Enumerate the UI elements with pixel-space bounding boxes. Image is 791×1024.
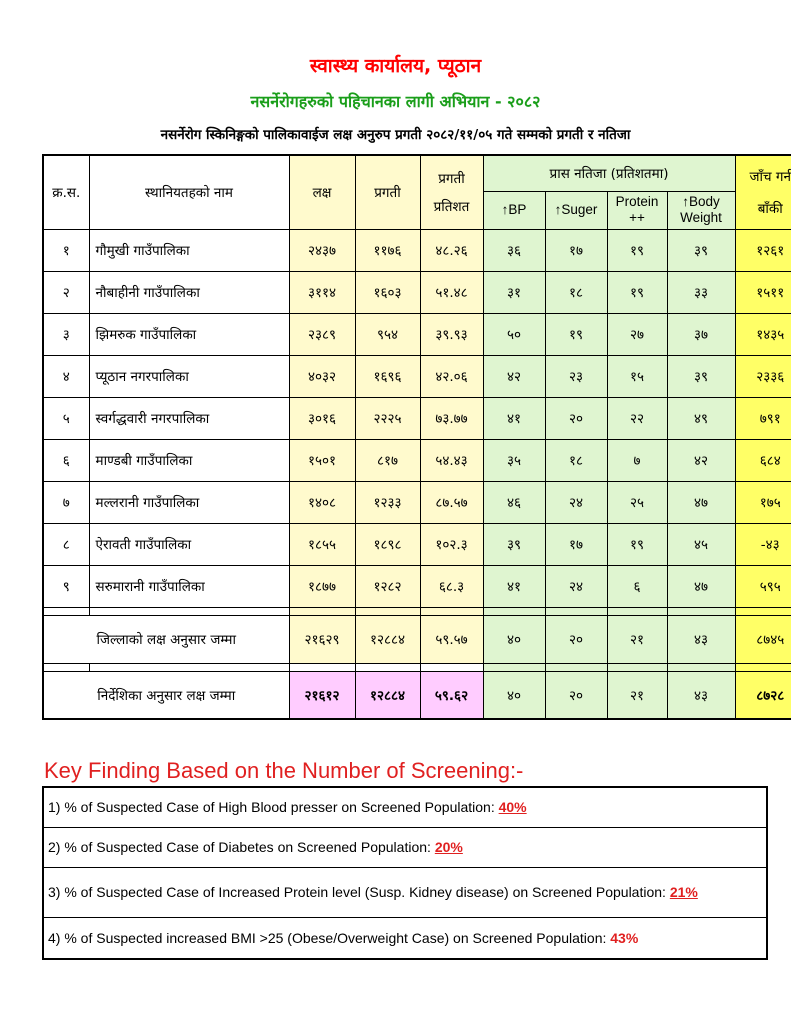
cell-sn: ५ <box>43 397 89 439</box>
header-sn: क्र.स. <box>43 155 89 229</box>
cell-name: सरुमारानी गाउँपालिका <box>89 565 289 607</box>
guideline-total-label: निर्देशिका अनुसार लक्ष जम्मा <box>43 671 289 719</box>
spacer-row <box>43 663 791 671</box>
cell-percent: १०२.३ <box>420 523 483 565</box>
header-sugar: ↑Suger <box>545 191 607 229</box>
header-body-line2: Weight <box>680 210 722 225</box>
campaign-title: नसर्नेरोगहरुको पहिचानका लागी अभियान - २०८२ <box>250 92 541 111</box>
cell-progress: १२८२ <box>355 565 420 607</box>
district-total-remaining: ८७४५ <box>735 615 791 663</box>
cell-sugar: २० <box>545 397 607 439</box>
cell-body: ४५ <box>667 523 735 565</box>
cell-bp: ३९ <box>483 523 545 565</box>
guideline-total-remaining: ८७२८ <box>735 671 791 719</box>
cell-sugar: २३ <box>545 355 607 397</box>
cell-remaining: १७५ <box>735 481 791 523</box>
cell-sugar: १८ <box>545 439 607 481</box>
cell-name: गौमुखी गाउँपालिका <box>89 229 289 271</box>
cell-bp: ४६ <box>483 481 545 523</box>
key-findings-table <box>42 786 768 960</box>
cell-body: ४७ <box>667 481 735 523</box>
guideline-total-progress: १२८८४ <box>355 671 420 719</box>
cell-sugar: १७ <box>545 523 607 565</box>
header-protein-line2: ++ <box>629 210 645 225</box>
cell-sn: २ <box>43 271 89 313</box>
cell-target: १४०८ <box>289 481 355 523</box>
guideline-total-row <box>43 671 791 719</box>
report-subtitle: नसर्नेरोग स्किनिङ्गको पालिकावाईज लक्ष अनुरुप प्रगती २०८२/११/०५ गते सम्मको प्रगती र नतिजा <box>160 127 631 143</box>
cell-progress: १६९६ <box>355 355 420 397</box>
cell-remaining: ७९१ <box>735 397 791 439</box>
guideline-total-target: २१६१२ <box>289 671 355 719</box>
table-row <box>43 271 791 313</box>
district-total-protein: २१ <box>607 615 667 663</box>
cell-bp: ४१ <box>483 397 545 439</box>
cell-sn: १ <box>43 229 89 271</box>
finding-1 <box>43 787 767 827</box>
cell-percent: ८७.५७ <box>420 481 483 523</box>
finding-row <box>43 827 767 867</box>
cell-protein: १९ <box>607 523 667 565</box>
header-name: स्थानियतहको नाम <box>89 155 289 229</box>
cell-sn: ९ <box>43 565 89 607</box>
cell-sn: ६ <box>43 439 89 481</box>
header-percent-line1: प्रगती <box>438 171 465 188</box>
finding-1-text: 1) % of Suspected Case of High Blood presser on Screened Population: <box>48 799 499 816</box>
cell-name: माण्डबी गाउँपालिका <box>89 439 289 481</box>
cell-percent: ४२.०६ <box>420 355 483 397</box>
table-row <box>43 313 791 355</box>
header-progress: प्रगती <box>355 155 420 229</box>
cell-target: ३०१६ <box>289 397 355 439</box>
district-total-progress: १२८८४ <box>355 615 420 663</box>
guideline-total-percent: ५९.६२ <box>420 671 483 719</box>
cell-protein: २५ <box>607 481 667 523</box>
cell-remaining: १२६१ <box>735 229 791 271</box>
cell-protein: १९ <box>607 271 667 313</box>
cell-percent: ५४.४३ <box>420 439 483 481</box>
cell-body: ४२ <box>667 439 735 481</box>
cell-protein: २७ <box>607 313 667 355</box>
cell-bp: ५० <box>483 313 545 355</box>
district-total-label: जिल्लाको लक्ष अनुसार जम्मा <box>43 615 289 663</box>
cell-sn: ७ <box>43 481 89 523</box>
cell-percent: ६८.३ <box>420 565 483 607</box>
cell-progress: ९५४ <box>355 313 420 355</box>
cell-remaining: १४३५ <box>735 313 791 355</box>
cell-protein: ७ <box>607 439 667 481</box>
cell-target: १५०१ <box>289 439 355 481</box>
header-body-line1: ↑Body <box>682 194 720 209</box>
cell-sn: ३ <box>43 313 89 355</box>
cell-protein: ६ <box>607 565 667 607</box>
cell-progress: १२३३ <box>355 481 420 523</box>
cell-target: २३८९ <box>289 313 355 355</box>
key-findings-title: Key Finding Based on the Number of Screening:- <box>44 758 524 783</box>
cell-body: ३९ <box>667 355 735 397</box>
cell-target: ३११४ <box>289 271 355 313</box>
guideline-total-body: ४३ <box>667 671 735 719</box>
finding-1-value: 40% <box>498 799 527 816</box>
header-body <box>667 191 735 229</box>
cell-body: ४७ <box>667 565 735 607</box>
cell-bp: ३६ <box>483 229 545 271</box>
cell-sugar: १८ <box>545 271 607 313</box>
cell-percent: ३९.९३ <box>420 313 483 355</box>
finding-row <box>43 787 767 827</box>
table-row <box>43 439 791 481</box>
cell-remaining: ६८४ <box>735 439 791 481</box>
header-remaining-line2: बाँकी <box>757 201 783 218</box>
cell-progress: ८१७ <box>355 439 420 481</box>
district-total-body: ४३ <box>667 615 735 663</box>
header-protein <box>607 191 667 229</box>
cell-sugar: १७ <box>545 229 607 271</box>
finding-4 <box>43 917 767 959</box>
header-row-1 <box>43 155 791 191</box>
cell-name: प्यूठान नगरपालिका <box>89 355 289 397</box>
table-row <box>43 565 791 607</box>
finding-row <box>43 917 767 959</box>
cell-sugar: २४ <box>545 565 607 607</box>
cell-name: नौबाहीनी गाउँपालिका <box>89 271 289 313</box>
table-row <box>43 355 791 397</box>
district-total-row <box>43 615 791 663</box>
cell-target: ४०३२ <box>289 355 355 397</box>
table-row <box>43 481 791 523</box>
cell-sn: ४ <box>43 355 89 397</box>
cell-remaining: २३३६ <box>735 355 791 397</box>
guideline-total-protein: २१ <box>607 671 667 719</box>
cell-body: ४९ <box>667 397 735 439</box>
cell-body: ३७ <box>667 313 735 355</box>
cell-target: १८७७ <box>289 565 355 607</box>
cell-bp: ४१ <box>483 565 545 607</box>
finding-4-text: 4) % of Suspected increased BMI >25 (Obese/Overweight Case) on Screened Population: <box>48 929 611 946</box>
finding-3 <box>43 867 767 917</box>
district-total-percent: ५९.५७ <box>420 615 483 663</box>
cell-protein: २२ <box>607 397 667 439</box>
table-row <box>43 397 791 439</box>
header-result-group: प्रास नतिजा (प्रतिशतमा) <box>483 155 735 191</box>
cell-remaining: -४३ <box>735 523 791 565</box>
cell-progress: २२२५ <box>355 397 420 439</box>
cell-sugar: १९ <box>545 313 607 355</box>
header-percent <box>420 155 483 229</box>
header-bp: ↑BP <box>483 191 545 229</box>
finding-3-value: 21% <box>669 883 698 900</box>
cell-body: ३९ <box>667 229 735 271</box>
cell-name: स्वर्गद्धवारी नगरपालिका <box>89 397 289 439</box>
cell-protein: १९ <box>607 229 667 271</box>
header-protein-line1: Protein <box>615 194 659 209</box>
progress-table <box>42 154 791 720</box>
guideline-total-bp: ४० <box>483 671 545 719</box>
finding-3-text: 3) % of Suspected Case of Increased Protein level (Susp. Kidney disease) on Screened Population: <box>48 883 670 900</box>
finding-row <box>43 867 767 917</box>
spacer-row <box>43 607 791 615</box>
district-total-bp: ४० <box>483 615 545 663</box>
district-total-target: २१६२९ <box>289 615 355 663</box>
cell-remaining: ५९५ <box>735 565 791 607</box>
finding-2-value: 20% <box>434 839 463 855</box>
header-percent-line2: प्रतिशत <box>433 199 470 216</box>
cell-progress: ११७६ <box>355 229 420 271</box>
table-row <box>43 523 791 565</box>
cell-percent: ७३.७७ <box>420 397 483 439</box>
finding-4-value: 43% <box>610 929 639 946</box>
cell-percent: ४८.२६ <box>420 229 483 271</box>
cell-protein: १५ <box>607 355 667 397</box>
cell-name: झिमरुक गाउँपालिका <box>89 313 289 355</box>
cell-percent: ५१.४८ <box>420 271 483 313</box>
cell-progress: १६०३ <box>355 271 420 313</box>
header-remaining <box>735 155 791 229</box>
cell-sugar: २४ <box>545 481 607 523</box>
cell-body: ३३ <box>667 271 735 313</box>
finding-2 <box>43 827 767 867</box>
cell-remaining: १५११ <box>735 271 791 313</box>
cell-sn: ८ <box>43 523 89 565</box>
cell-name: ऐरावती गाउँपालिका <box>89 523 289 565</box>
guideline-total-sugar: २० <box>545 671 607 719</box>
finding-2-text: 2) % of Suspected Case of Diabetes on Screened Population: <box>48 839 435 855</box>
header-remaining-line1: जाँच गर्न <box>749 169 791 186</box>
cell-bp: ४२ <box>483 355 545 397</box>
cell-target: १८५५ <box>289 523 355 565</box>
table-row <box>43 229 791 271</box>
cell-name: मल्लरानी गाउँपालिका <box>89 481 289 523</box>
cell-bp: ३१ <box>483 271 545 313</box>
district-total-sugar: २० <box>545 615 607 663</box>
office-title: स्वास्थ्य कार्यालय, प्यूठान <box>309 55 482 77</box>
cell-progress: १८९८ <box>355 523 420 565</box>
header-target: लक्ष <box>289 155 355 229</box>
cell-target: २४३७ <box>289 229 355 271</box>
cell-bp: ३५ <box>483 439 545 481</box>
